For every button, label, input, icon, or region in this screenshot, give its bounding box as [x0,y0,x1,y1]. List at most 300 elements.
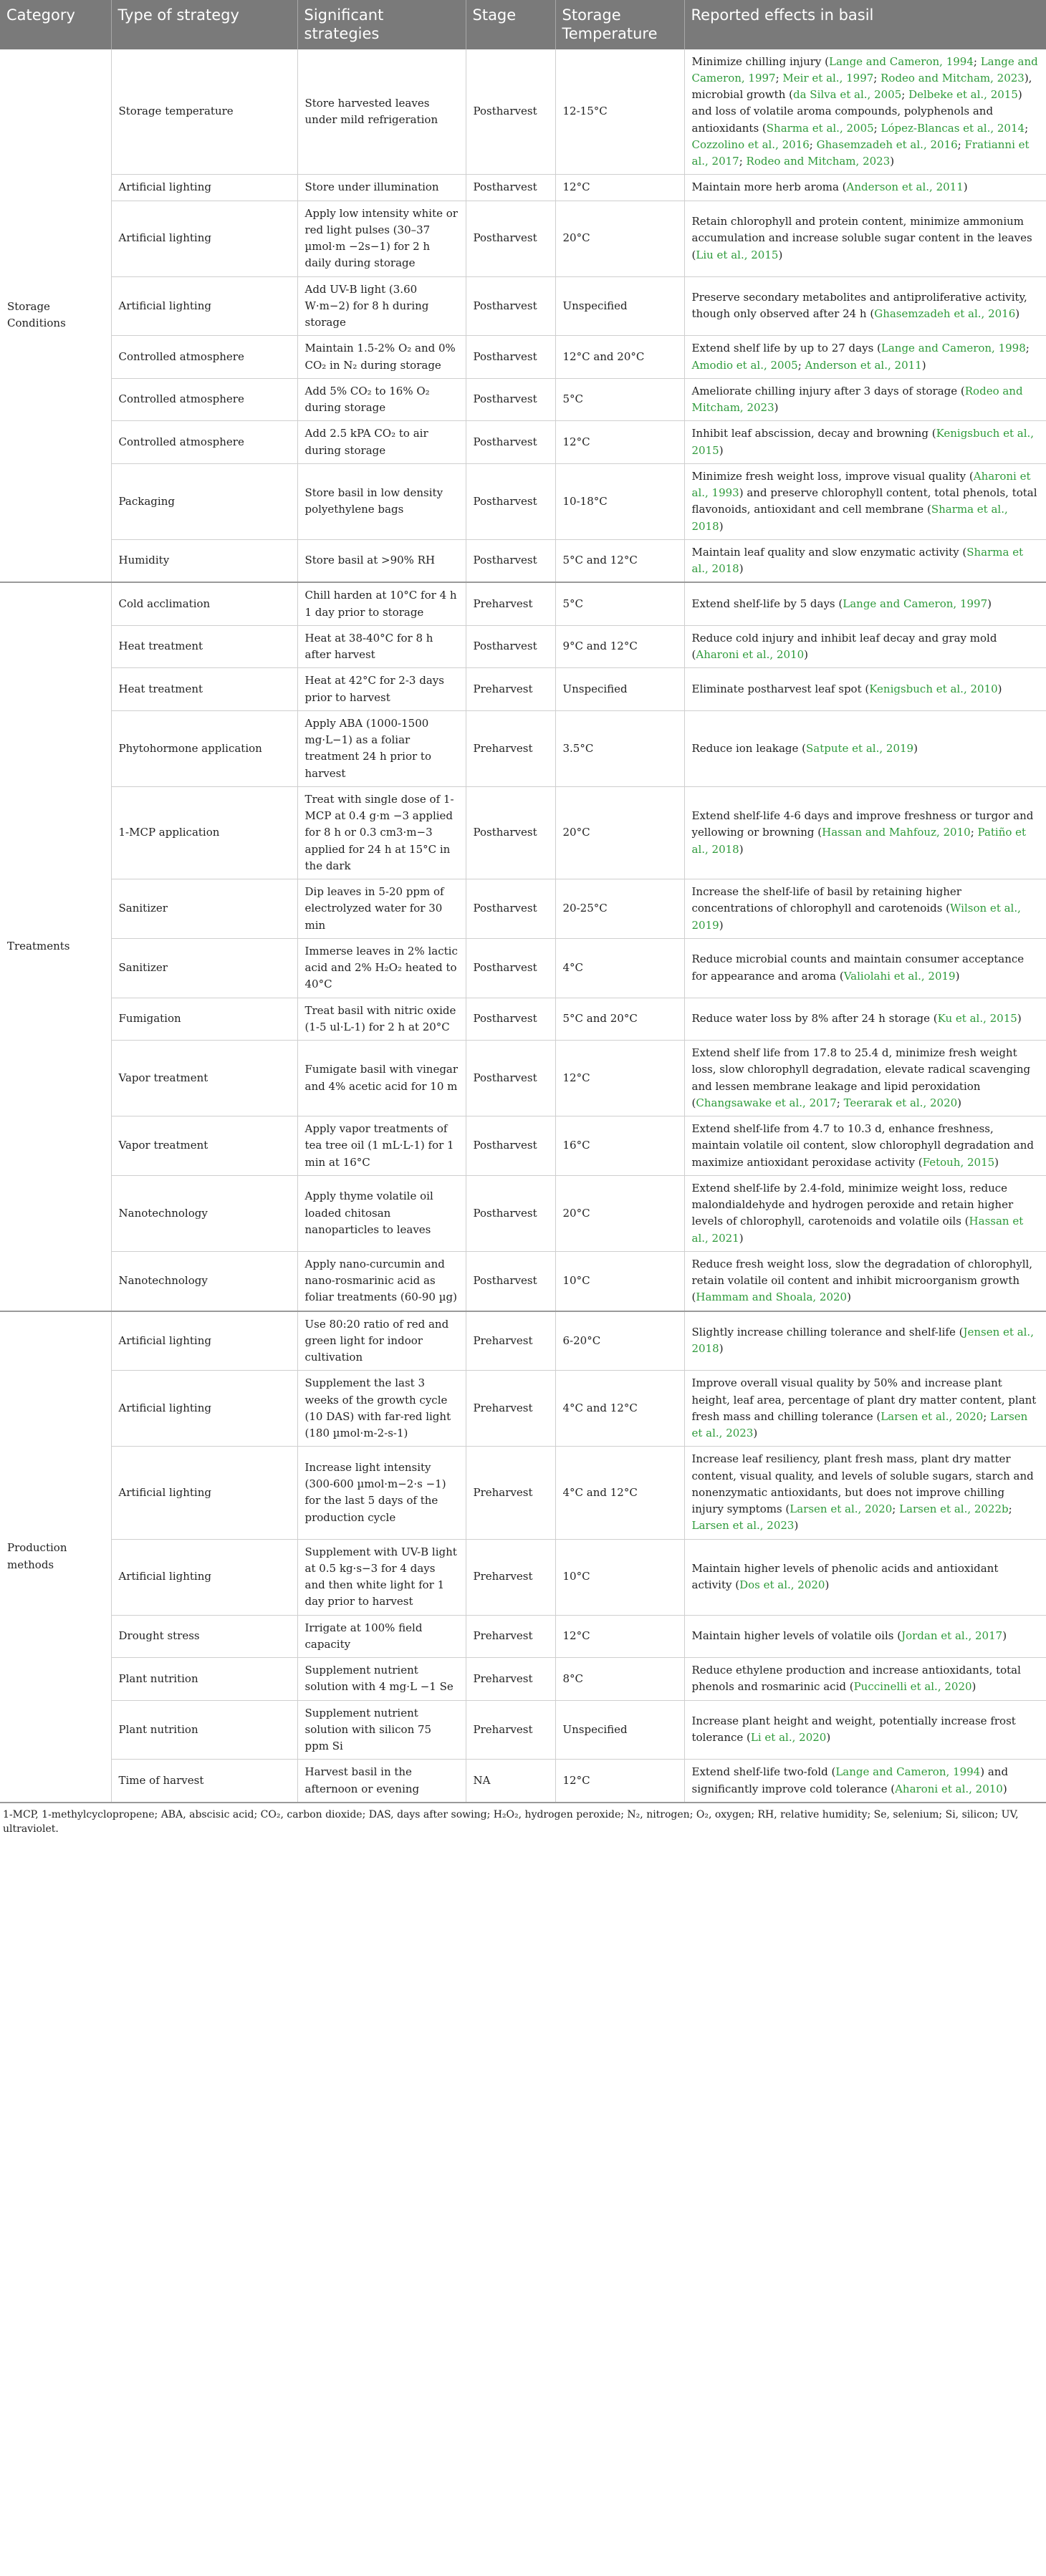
effects-cell [684,1760,1046,1803]
header-storage-temperature: Storage Temperature [555,0,684,49]
effects-cell [684,539,1046,582]
effects-cell [684,1539,1046,1615]
type-cell: Time of harvest [111,1760,297,1803]
effects-text: Slightly increase chilling tolerance and shelf-life ( [691,1326,964,1339]
table-row [0,378,1046,421]
effects-text: ) [987,597,992,610]
strategy-cell: Apply vapor treatments of tea tree oil (1 mL·L-1) for 1 min at 16°C [297,1116,466,1176]
table-row [0,1371,1046,1447]
type-cell: 1-MCP application [111,786,297,879]
table-row [0,710,1046,786]
stage-cell: Postharvest [466,786,555,879]
effects-text: Minimize chilling injury ( [691,54,829,68]
type-cell: Storage temperature [111,49,297,175]
header-category: Category [0,0,111,49]
temp-cell: 12°C and 20°C [555,336,684,379]
stage-cell: Postharvest [466,276,555,336]
temp-cell: 20°C [555,1175,684,1251]
type-cell: Artificial lighting [111,1311,297,1371]
effects-text: ; [809,138,817,151]
table-row [0,625,1046,668]
temp-cell: 9°C and 12°C [555,625,684,668]
citation-link[interactable]: Kenigsbuch et al., 2015 [691,427,1035,457]
effects-text: ) [719,443,724,457]
citation-link[interactable]: Fratianni et al., 2017 [691,138,1030,168]
temp-cell: 20°C [555,786,684,879]
effects-cell [684,1700,1046,1760]
strategy-cell: Supplement nutrient solution with silicon 75 ppm Si [297,1700,466,1760]
stage-cell: Preharvest [466,1371,555,1447]
strategy-cell: Dip leaves in 5-20 ppm of electrolyzed water for 30 min [297,879,466,939]
temp-cell: 5°C and 12°C [555,539,684,582]
citation-link[interactable]: Hassan and Mahfouz, 2010 [822,826,971,839]
citation-link[interactable]: Lange and Cameron, 1997 [691,54,1038,85]
effects-text: ) [890,155,895,168]
temp-cell: 10°C [555,1539,684,1615]
citation-link[interactable]: Wilson et al., 2019 [691,902,1021,932]
citation-link[interactable]: da Silva et al., 2005 [792,88,902,101]
effects-cell [684,463,1046,539]
type-cell: Packaging [111,463,297,539]
effects-cell [684,1615,1046,1658]
temp-cell: 3.5°C [555,710,684,786]
temp-cell: Unspecified [555,276,684,336]
type-cell: Phytohormone application [111,710,297,786]
citation-link[interactable]: Larsen et al., 2023 [691,1519,795,1533]
table-row [0,539,1046,582]
citation-link[interactable]: Delbeke et al., 2015 [908,88,1018,101]
effects-cell [684,998,1046,1041]
type-cell: Vapor treatment [111,1116,297,1176]
effects-text: Extend shelf-life two-fold ( [691,1765,836,1779]
stage-cell: Preharvest [466,1658,555,1701]
temp-cell: 12°C [555,421,684,464]
effects-text: Increase leaf resiliency, plant fresh mass, plant dry matter content, visual quality, and levels of soluble sugars, starch and nonenzymatic antioxidants, but does not improve chilling injury symptoms ( [691,1452,1034,1515]
temp-cell: 4°C and 12°C [555,1371,684,1447]
strategy-cell: Add 5% CO₂ to 16% O₂ during storage [297,378,466,421]
temp-cell: 5°C [555,378,684,421]
effects-text: ; [873,71,881,85]
citation-link[interactable]: Larsen et al., 2022b [899,1502,1009,1515]
stage-cell: Postharvest [466,1175,555,1251]
type-cell: Artificial lighting [111,201,297,276]
header-reported-effects: Reported effects in basil [684,0,1046,49]
effects-text: ; [1025,121,1029,135]
strategy-cell: Store basil at >90% RH [297,539,466,582]
citation-link[interactable]: Valiolahi et al., 2019 [843,969,956,983]
strategy-cell: Apply nano-curcumin and nano-rosmarinic acid as foliar treatments (60-90 µg) [297,1251,466,1311]
stage-cell: NA [466,1760,555,1803]
strategy-cell: Apply low intensity white or red light pulses (30–37 µmol·m −2s−1) for 2 h daily during storage [297,201,466,276]
effects-cell [684,1251,1046,1311]
type-cell: Nanotechnology [111,1175,297,1251]
strategy-cell: Heat at 42°C for 2-3 days prior to harvest [297,668,466,711]
citation-link[interactable]: Rodeo and Mitcham, 2023 [746,155,891,168]
strategy-cell: Heat at 38-40°C for 8 h after harvest [297,625,466,668]
stage-cell: Postharvest [466,1116,555,1176]
strategy-cell: Apply ABA (1000-1500 mg·L−1) as a foliar treatment 24 h prior to harvest [297,710,466,786]
effects-cell [684,201,1046,276]
effects-cell [684,175,1046,201]
citation-link[interactable]: López-Blancas et al., 2014 [881,121,1025,135]
effects-cell [684,378,1046,421]
type-cell: Heat treatment [111,625,297,668]
citation-link[interactable]: Ghasemzadeh et al., 2016 [816,138,958,151]
type-cell: Artificial lighting [111,175,297,201]
temp-cell: 12°C [555,1041,684,1116]
stage-cell: Preharvest [466,710,555,786]
type-cell: Controlled atmosphere [111,378,297,421]
citation-link[interactable]: Changsawake et al., 2017 [696,1096,837,1109]
citation-link[interactable]: Sharma et al., 2005 [766,121,874,135]
strategy-cell: Add 2.5 kPA CO₂ to air during storage [297,421,466,464]
effects-text: Reduce cold injury and inhibit leaf decay and gray mold ( [691,631,997,661]
citation-link[interactable]: Sharma et al., 2018 [691,545,1024,575]
strategy-cell: Store under illumination [297,175,466,201]
table-footnote: 1-MCP, 1-methylcyclopropene; ABA, abscisic acid; CO₂, carbon dioxide; DAS, days after sowing; H₂O₂, hydrogen peroxide; N₂, nitrogen; O₂, oxygen; RH, relative humidity; Se, selenium; Si, silicon; UV, ultraviolet. [3,1808,1019,1835]
stage-cell: Postharvest [466,201,555,276]
type-cell: Controlled atmosphere [111,421,297,464]
citation-link[interactable]: Hassan et al., 2021 [691,1215,1024,1245]
effects-text: ) [753,1427,758,1439]
table-row [0,1700,1046,1760]
type-cell: Fumigation [111,998,297,1041]
citation-link[interactable]: Lange and Cameron, 1994 [829,54,974,68]
stage-cell: Postharvest [466,1251,555,1311]
table-row [0,1760,1046,1803]
temp-cell: 5°C [555,582,684,625]
category-cell: Treatments [0,582,111,1311]
strategy-cell: Add UV-B light (3.60 W·m−2) for 8 h during storage [297,276,466,336]
table-row [0,1041,1046,1116]
effects-text: ; [970,826,978,839]
citation-link[interactable]: Cozzolino et al., 2016 [691,138,810,151]
temp-cell: 12-15°C [555,49,684,175]
effects-text: ) and preserve chlorophyll content, total phenols, total flavonoids, antioxidant and cell membrane ( [691,486,1037,516]
citation-link[interactable]: Amodio et al., 2005 [691,358,798,372]
strategy-cell: Use 80:20 ratio of red and green light for indoor cultivation [297,1311,466,1371]
effects-text: Maintain leaf quality and slow enzymatic activity ( [691,545,967,559]
effects-cell [684,879,1046,939]
effects-cell [684,710,1046,786]
table-row [0,1447,1046,1539]
effects-text: ) [994,1155,999,1169]
temp-cell: 10°C [555,1251,684,1311]
temp-cell: 8°C [555,1658,684,1701]
stage-cell: Postharvest [466,421,555,464]
effects-text: ; [957,138,965,151]
effects-text: ; [797,358,805,372]
effects-text: Extend shelf-life by 5 days ( [691,597,843,610]
table-row [0,1539,1046,1615]
citation-link[interactable]: Li et al., 2020 [750,1731,827,1745]
effects-text: Extend shelf-life from 4.7 to 10.3 d, enhance freshness, maintain volatile oil content, slow chlorophyll degradation and maximize antioxidant peroxidase activity ( [691,1122,1035,1169]
strategy-cell: Apply thyme volatile oil loaded chitosan nanoparticles to leaves [297,1175,466,1251]
citation-link[interactable]: Meir et al., 1997 [782,71,874,85]
temp-cell: Unspecified [555,1700,684,1760]
citation-link[interactable]: Puccinelli et al., 2020 [853,1680,972,1694]
stage-cell: Postharvest [466,539,555,582]
effects-text: Maintain higher levels of volatile oils ( [691,1629,902,1643]
citation-link[interactable]: Aharoni et al., 2010 [895,1782,1003,1795]
effects-text: ) [739,842,744,856]
citation-link[interactable]: Jordan et al., 2017 [901,1629,1003,1643]
stage-cell: Postharvest [466,463,555,539]
table-row [0,201,1046,276]
effects-text: ; [973,54,981,68]
stage-cell: Postharvest [466,336,555,379]
effects-text: ; [901,88,909,101]
citation-link[interactable]: Aharoni et al., 2010 [696,648,805,661]
header-significant-strategies: Significant strategies [297,0,466,49]
citation-link[interactable]: Larsen et al., 2020 [881,1409,984,1423]
effects-cell [684,1175,1046,1251]
header-stage: Stage [466,0,555,49]
effects-cell [684,49,1046,175]
type-cell: Artificial lighting [111,276,297,336]
citation-link[interactable]: Lange and Cameron, 1994 [835,1765,981,1779]
type-cell: Sanitizer [111,938,297,998]
effects-text: ) [955,969,960,983]
stage-cell: Preharvest [466,582,555,625]
category-cell: Production methods [0,1311,111,1803]
effects-text: ; [1025,342,1030,355]
effects-text: Maintain more herb aroma ( [691,180,847,194]
effects-cell [684,582,1046,625]
effects-text: ) [719,519,724,533]
effects-text: ) [719,1342,724,1356]
strategy-cell: Maintain 1.5-2% O₂ and 0% CO₂ in N₂ during storage [297,336,466,379]
temp-cell: 16°C [555,1116,684,1176]
type-cell: Artificial lighting [111,1539,297,1615]
table-row [0,276,1046,336]
effects-text: Reduce ethylene production and increase antioxidants, total phenols and rosmarinic acid ( [691,1664,1021,1694]
citation-link[interactable]: Rodeo and Mitcham, 2023 [881,71,1025,85]
citation-link[interactable]: Ku et al., 2015 [937,1012,1017,1026]
citation-link[interactable]: Patiño et al., 2018 [691,826,1027,856]
table-row [0,1311,1046,1371]
citation-link[interactable]: Liu et al., 2015 [696,248,779,261]
strategy-cell: Fumigate basil with vinegar and 4% acetic acid for 10 m [297,1041,466,1116]
effects-text: Reduce water loss by 8% after 24 h storage ( [691,1012,938,1026]
temp-cell: 4°C and 12°C [555,1447,684,1539]
effects-text: ; [836,1096,844,1109]
effects-text: ), microbial growth ( [691,71,1032,101]
table-row [0,421,1046,464]
effects-text: Improve overall visual quality by 50% and increase plant height, leaf area, percentage of plant dry matter content, plant fresh mass and chilling tolerance ( [691,1376,1037,1423]
table-row [0,1116,1046,1176]
type-cell: Drought stress [111,1615,297,1658]
effects-text: ) [825,1578,830,1591]
effects-text: ; [892,1502,900,1515]
effects-text: Extend shelf life from 17.8 to 25.4 d, minimize fresh weight loss, slow chlorophyll degradation, elevate radical scavenging and lessen membrane leakage and lipid peroxidation ( [691,1046,1031,1109]
effects-text: ) and loss of volatile aroma compounds, polyphenols and antioxidants ( [691,88,1022,135]
table-row [0,1658,1046,1701]
table-body [0,49,1046,1803]
effects-text: Inhibit leaf abscission, decay and browning ( [691,427,936,440]
effects-text: ) [1002,1629,1007,1643]
strategy-cell: Store harvested leaves under mild refrigeration [297,49,466,175]
effects-cell [684,276,1046,336]
table-row [0,998,1046,1041]
stage-cell: Postharvest [466,1041,555,1116]
temp-cell: 20-25°C [555,879,684,939]
temp-cell: 12°C [555,175,684,201]
citation-link[interactable]: Satpute et al., 2019 [806,741,914,755]
citation-link[interactable]: Rodeo and Mitcham, 2023 [691,384,1023,414]
stage-cell: Preharvest [466,1447,555,1539]
strategy-cell: Harvest basil in the afternoon or evening [297,1760,466,1803]
temp-cell: 12°C [555,1615,684,1658]
effects-text: Extend shelf life by up to 27 days ( [691,342,881,355]
stage-cell: Preharvest [466,1311,555,1371]
type-cell: Plant nutrition [111,1700,297,1760]
effects-text: ) [1015,307,1020,321]
effects-cell [684,1116,1046,1176]
citation-link[interactable]: Lange and Cameron, 1997 [843,597,988,610]
citation-link[interactable]: Anderson et al., 2011 [846,180,964,194]
type-cell: Humidity [111,539,297,582]
effects-cell [684,1658,1046,1701]
effects-text: Extend shelf-life 4-6 days and improve freshness or turgor and yellowing or browning ( [691,809,1034,839]
table-row [0,1251,1046,1311]
citation-link[interactable]: Anderson et al., 2011 [805,358,922,372]
citation-link[interactable]: Aharoni et al., 1993 [691,469,1031,499]
effects-text: ) [739,1231,744,1245]
table-row [0,879,1046,939]
effects-cell [684,1311,1046,1371]
stage-cell: Preharvest [466,1539,555,1615]
citation-link[interactable]: Sharma et al., 2018 [691,503,1008,533]
citation-link[interactable]: Dos et al., 2020 [739,1578,825,1591]
type-cell: Artificial lighting [111,1371,297,1447]
effects-text: ) [739,562,744,575]
citation-link[interactable]: Larsen et al., 2020 [790,1502,893,1515]
effects-text: ) and significantly improve cold tolerance ( [691,1765,1009,1795]
effects-text: Maintain higher levels of phenolic acids and antioxidant activity ( [691,1561,999,1591]
stage-cell: Postharvest [466,49,555,175]
table-row [0,938,1046,998]
effects-text: ; [739,155,747,168]
temp-cell: 12°C [555,1760,684,1803]
effects-text: ) [774,401,779,414]
effects-cell [684,938,1046,998]
effects-text: ; [775,71,783,85]
effects-text: Preserve secondary metabolites and antiproliferative activity, though only observed after 24 h ( [691,291,1027,321]
effects-text: Ameliorate chilling injury after 3 days of storage ( [691,384,965,397]
effects-text: ; [873,121,881,135]
effects-cell [684,1041,1046,1116]
table-row [0,668,1046,711]
temp-cell: 20°C [555,201,684,276]
effects-text: Reduce ion leakage ( [691,741,806,755]
temp-cell: Unspecified [555,668,684,711]
temp-cell: 10-18°C [555,463,684,539]
table-header-row [0,0,1046,49]
effects-text: ) [847,1291,851,1304]
type-cell: Nanotechnology [111,1251,297,1311]
type-cell: Cold acclimation [111,582,297,625]
strategy-cell: Chill harden at 10°C for 4 h 1 day prior to storage [297,582,466,625]
effects-text: ) [1017,1012,1022,1026]
citation-link[interactable]: Fetouh, 2015 [922,1155,995,1169]
effects-text: ) [957,1096,962,1109]
stage-cell: Preharvest [466,1615,555,1658]
temp-cell: 6-20°C [555,1311,684,1371]
effects-text: ) [826,1731,831,1745]
effects-text: ; [1008,1502,1012,1515]
table-row [0,463,1046,539]
citation-link[interactable]: Hammam and Shoala, 2020 [696,1291,848,1304]
strategy-cell: Increase light intensity (300-600 µmol·m−2·s −1) for the last 5 days of the production cycle [297,1447,466,1539]
effects-cell [684,336,1046,379]
effects-text: ) [971,1680,977,1694]
citation-link[interactable]: Teerarak et al., 2020 [843,1096,958,1109]
citation-link[interactable]: Ghasemzadeh et al., 2016 [874,307,1016,321]
type-cell: Heat treatment [111,668,297,711]
citation-link[interactable]: Jensen et al., 2018 [691,1326,1034,1356]
strategy-cell: Treat with single dose of 1-MCP at 0.4 g·m −3 applied for 8 h or 0.3 cm3·m−3 applied for 24 h at 15°C in the dark [297,786,466,879]
effects-text: Increase plant height and weight, potentially increase frost tolerance ( [691,1714,1016,1745]
strategy-cell: Supplement the last 3 weeks of the growth cycle (10 DAS) with far-red light (180 µmol·m-2-s-1) [297,1371,466,1447]
effects-cell [684,625,1046,668]
effects-cell [684,668,1046,711]
strategy-cell: Immerse leaves in 2% lactic acid and 2% H₂O₂ heated to 40°C [297,938,466,998]
stage-cell: Preharvest [466,1700,555,1760]
stage-cell: Postharvest [466,625,555,668]
type-cell: Controlled atmosphere [111,336,297,379]
strategy-cell: Supplement nutrient solution with 4 mg·L −1 Se [297,1658,466,1701]
effects-text: Reduce microbial counts and maintain consumer acceptance for appearance and aroma ( [691,952,1025,983]
effects-cell [684,1371,1046,1447]
effects-text: ) [794,1519,799,1533]
effects-text: ) [778,248,783,261]
effects-text: ) [804,648,808,661]
effects-text: ) [719,918,724,932]
effects-cell [684,1447,1046,1539]
strategy-cell: Store basil in low density polyethylene bags [297,463,466,539]
citation-link[interactable]: Larsen et al., 2023 [691,1409,1028,1439]
effects-text: ) [921,358,926,372]
table-row [0,49,1046,175]
strategy-cell: Supplement with UV-B light at 0.5 kg·s−3 for 4 days and then white light for 1 day prior to harvest [297,1539,466,1615]
citation-link[interactable]: Lange and Cameron, 1998 [881,342,1026,355]
temp-cell: 4°C [555,938,684,998]
effects-text: Retain chlorophyll and protein content, minimize ammonium accumulation and increase soluble sugar content in the leaves ( [691,215,1032,261]
stage-cell: Postharvest [466,938,555,998]
effects-cell [684,421,1046,464]
table-row [0,175,1046,201]
effects-text: Reduce fresh weight loss, slow the degradation of chlorophyll, retain volatile oil content and inhibit microorganism growth ( [691,1257,1033,1304]
effects-text: ; [983,1409,991,1423]
type-cell: Vapor treatment [111,1041,297,1116]
table-row [0,1175,1046,1251]
temp-cell: 5°C and 20°C [555,998,684,1041]
type-cell: Sanitizer [111,879,297,939]
effects-cell [684,786,1046,879]
effects-text: Eliminate postharvest leaf spot ( [691,682,870,695]
effects-text: ) [1002,1782,1007,1795]
effects-text: ) [997,682,1002,695]
citation-link[interactable]: Kenigsbuch et al., 2010 [869,682,998,695]
strategy-cell: Treat basil with nitric oxide (1-5 ul·L-1) for 2 h at 20°C [297,998,466,1041]
stage-cell: Preharvest [466,668,555,711]
type-cell: Plant nutrition [111,1658,297,1701]
effects-text: Extend shelf-life by 2.4-fold, minimize weight loss, reduce malondialdehyde and hydrogen peroxide and retain higher levels of chlorophyll, carotenoids and volatile oils ( [691,1181,1014,1228]
effects-text: Increase the shelf-life of basil by retaining higher concentrations of chlorophyll and carotenoids ( [691,885,961,915]
effects-text: Minimize fresh weight loss, improve visual quality ( [691,469,974,483]
stage-cell: Postharvest [466,879,555,939]
